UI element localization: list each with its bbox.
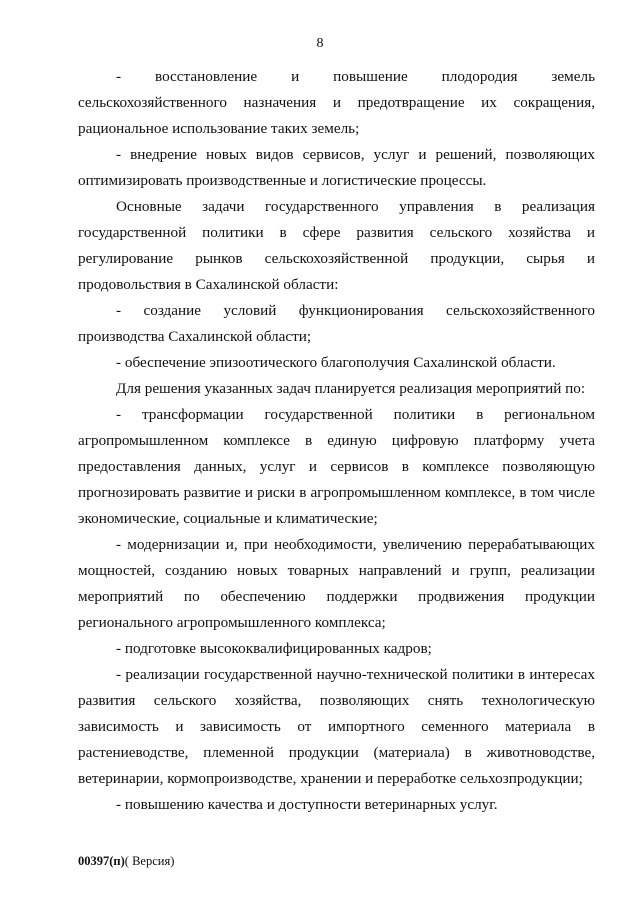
- paragraph: Основные задачи государственного управления в реализация государственной политики в сфере развития сельского хозяйства и регулирование рынков сельскохозяйственной продукции, сырья и продовольствия в Сахалинской области:: [78, 198, 595, 293]
- paragraph: - трансформации государственной политики в региональном агропромышленном комплексе в единую цифровую платформу учета предоставления данных, услуг и сервисов в комплексе позволяющую прогнозировать развитие и риски в агропромышленном комплексе, в том числе экономические, социальные и климатические;: [78, 406, 595, 527]
- paragraph: - повышению качества и доступности ветеринарных услуг.: [116, 796, 498, 813]
- paragraph: - реализации государственной научно-технической политики в интересах развития сельского хозяйства, позволяющих снять технологическую зависимость и зависимость от импортного семенного материала в растениеводстве, племенной продукции (материала) в животноводстве, ветеринарии, кормопроизводстве, хранении и переработке сельхозпродукции;: [78, 666, 595, 787]
- paragraph: - создание условий функционирования сельскохозяйственного производства Сахалинской области;: [78, 302, 595, 345]
- paragraph: - обеспечение эпизоотического благополучия Сахалинской области.: [116, 354, 556, 371]
- paragraph: - модернизации и, при необходимости, увеличению перерабатывающих мощностей, созданию новых товарных направлений и групп, реализации мероприятий по обеспечению поддержки продвижения продукции регионального агропромышленного комплекса;: [78, 536, 595, 631]
- paragraph: - подготовке высококвалифицированных кадров;: [116, 640, 432, 657]
- paragraph: - восстановление и повышение плодородия земель сельскохозяйственного назначения и предотвращение их сокращения, рациональное использование таких земель;: [78, 68, 595, 137]
- paragraph: - внедрение новых видов сервисов, услуг и решений, позволяющих оптимизировать производственные и логистические процессы.: [78, 146, 595, 189]
- document-code: 00397(п): [78, 854, 125, 868]
- paragraph: Для решения указанных задач планируется реализация мероприятий по:: [116, 380, 586, 397]
- document-body: [78, 64, 595, 818]
- document-version: ( Версия): [124, 854, 175, 868]
- page-number: 8: [316, 36, 324, 51]
- document-footer: [78, 854, 174, 869]
